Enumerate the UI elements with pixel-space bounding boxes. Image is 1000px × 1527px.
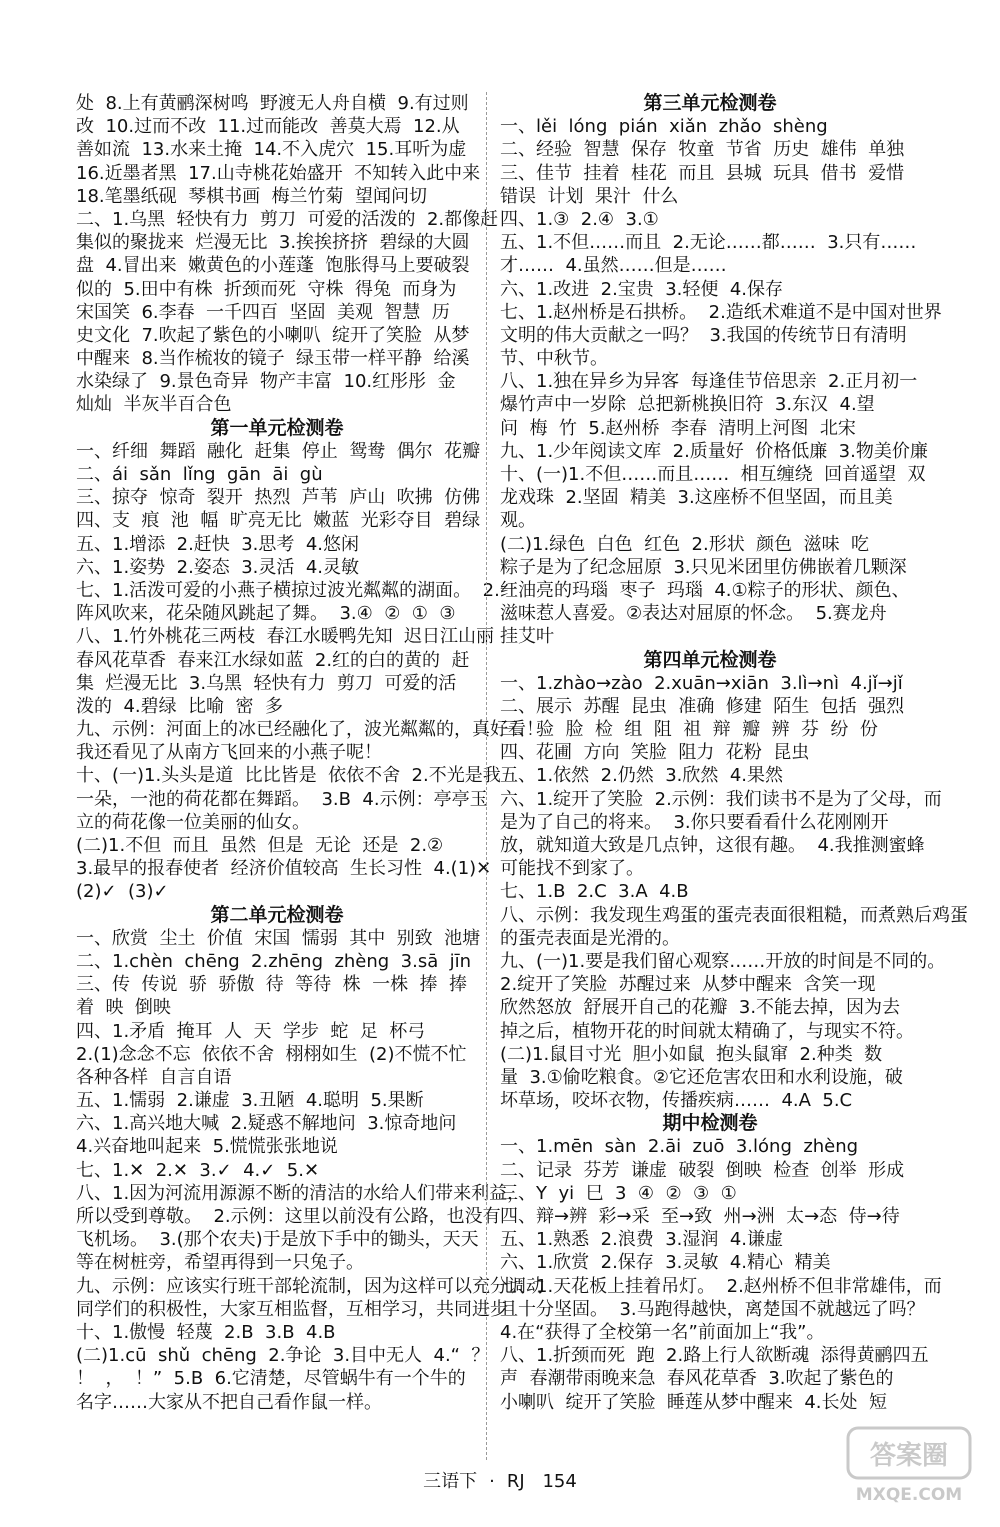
- answer-line: 五、1.不但……而且 2.无论……都…… 3.只有……: [500, 232, 917, 254]
- answer-line: 七、1.赵州桥是石拱桥。 2.造纸术难道不是中国对世界: [500, 301, 942, 323]
- answer-line: 4.兴奋地叫起来 5.慌慌张张地说: [76, 1136, 338, 1158]
- column-divider: [486, 92, 487, 1460]
- answer-line: 史文化 7.吹起了紫色的小喇叭 绽开了笑脸 从梦: [76, 324, 470, 346]
- answer-line: 才…… 4.虽然……但是……: [500, 255, 727, 277]
- answer-line: 八、1.竹外桃花三两枝 春江水暖鸭先知 迟日江山丽: [76, 626, 495, 648]
- answer-line: 四、辩→辨 彩→采 至→致 州→洲 太→态 侍→待: [500, 1206, 900, 1227]
- answer-line: 水染绿了 9.景色奇异 物产丰富 10.红彤彤 金: [76, 371, 456, 393]
- section-heading: 期中检测卷: [662, 1112, 758, 1135]
- footer-label: 三语下: [423, 1471, 478, 1492]
- answer-line: 七、1.活泼可爱的小燕子横掠过波光粼粼的湖面。 2.一: [76, 579, 518, 601]
- answer-line: 是为了自己的将来。 3.你只要看看什么花刚刚开: [500, 811, 889, 833]
- answer-line: 红油亮的玛瑙 枣子 玛瑙 4.①粽子的形状、颜色、: [500, 579, 910, 601]
- answer-line: 五、1.懦弱 2.谦虚 3.丑陋 4.聪明 5.果断: [76, 1090, 424, 1112]
- answer-line: 2.(1)念念不忘 依依不舍 栩栩如生 (2)不慌不忙: [76, 1043, 467, 1065]
- answer-line: 观。: [500, 510, 536, 532]
- answer-line: 一、欣赏 尘土 价值 宋国 懦弱 其中 别致 池塘: [76, 927, 481, 949]
- answer-line: 一、纤细 舞蹈 融化 赶集 停止 鸳鸯 偶尔 花瓣: [76, 440, 481, 462]
- answer-line: (二)1.cū shǔ chēng 2.争论 3.目中无人 4.“ ？: [76, 1345, 490, 1367]
- answer-line: 中醒来 8.当作梳妆的镜子 绿玉带一样平静 给溪: [76, 348, 470, 370]
- answer-line: 六、1.姿势 2.姿态 3.灵活 4.灵敏: [76, 556, 360, 578]
- answer-line: 等在树桩旁，希望再得到一只兔子。: [76, 1252, 364, 1274]
- section-heading: 第四单元检测卷: [643, 648, 777, 671]
- answer-line: 灿灿 半灰半百合色: [76, 394, 232, 416]
- answer-line: 处 8.上有黄鹂深树鸣 野渡无人舟自横 9.有过则: [76, 93, 469, 114]
- answer-line: 四、1.矛盾 掩耳 人 天 学步 蛇 足 杯弓: [76, 1020, 426, 1042]
- answer-line: 泼的 4.碧绿 比喻 密 多: [76, 695, 283, 717]
- answer-line: 3.最早的报春使者 经济价值较高 生长习性 4.(1)✕: [76, 858, 492, 880]
- answer-line: 宋国笑 6.李春 一千四百 坚固 美观 智慧 历: [76, 301, 450, 323]
- answer-line: 改 10.过而不改 11.过而能改 善莫大焉 12.从: [76, 116, 460, 138]
- answer-line: 的蛋壳表面是光滑的。: [500, 927, 680, 949]
- answer-line: 八、1.因为河流用源源不断的清洁的水给人们带来利益，: [76, 1182, 526, 1204]
- answer-line: 欣然怒放 舒展开自己的花瓣 3.不能去掉，因为去: [500, 997, 901, 1019]
- answer-line: 二、经验 智慧 保存 牧童 节省 历史 雄伟 单独: [500, 139, 905, 161]
- answer-line: 春风花草香 春来江水绿如蓝 2.红的白的黄的 赶: [76, 649, 470, 671]
- answer-line: 量 3.①偷吃粮食。②它还危害农田和水利设施，破: [500, 1066, 903, 1088]
- answer-line: 三、掠夺 惊奇 裂开 热烈 芦苇 庐山 吹拂 仿佛: [76, 487, 481, 509]
- answer-line: 各种各样 自言自语: [76, 1066, 232, 1088]
- answer-line: 二、展示 苏醒 昆虫 准确 修建 陌生 包括 强烈: [500, 695, 905, 717]
- answer-line: 三、传 传说 骄 骄傲 待 等待 株 一株 捧 捧: [76, 974, 467, 996]
- answer-line: 七、1.天花板上挂着吊灯。 2.赵州桥不但非常雄伟，而: [500, 1275, 942, 1297]
- section-heading: 第一单元检测卷: [210, 416, 344, 439]
- answer-line: 七、1.B 2.C 3.A 4.B: [500, 881, 689, 903]
- answer-line: 八、1.折颈而死 跑 2.路上行人欲断魂 添得黄鹂四五: [500, 1345, 929, 1367]
- answer-line: 龙戏珠 2.坚固 精美 3.这座桥不但坚固，而且美: [500, 487, 893, 509]
- answer-line: 着 映 倒映: [76, 997, 171, 1019]
- answer-line: 挂艾叶: [500, 626, 554, 648]
- answer-line: 八、示例：我发现生鸡蛋的蛋壳表面很粗糙，而煮熟后鸡蛋: [500, 904, 968, 926]
- answer-line: 似的 5.田中有株 折颈而死 守株 得兔 而身为: [76, 278, 457, 300]
- answer-line: 小喇叭 绽开了笑脸 睡莲从梦中醒来 4.长处 短: [500, 1391, 887, 1413]
- answer-line: (二)1.不但 而且 虽然 但是 无论 还是 2.②: [76, 835, 444, 856]
- answer-line: (二)1.鼠目寸光 胆小如鼠 抱头鼠窜 2.种类 数: [500, 1043, 883, 1065]
- answer-line: 坏草场，咬坏衣物，传播疾病…… 4.A 5.C: [500, 1090, 853, 1112]
- footer-dot: ·: [489, 1471, 495, 1492]
- answer-line: 六、1.改进 2.宝贵 3.轻便 4.保存: [500, 278, 784, 300]
- right-column: [500, 92, 968, 1414]
- answer-line: 4.在“获得了全校第一名”前面加上“我”。: [500, 1321, 825, 1343]
- answer-line: 五、1.熟悉 2.浪费 3.湿润 4.谦虚: [500, 1229, 784, 1251]
- answer-line: 爆竹声中一岁除 总把新桃换旧符 3.东汉 4.望: [500, 394, 875, 416]
- watermark-logo: [844, 1420, 974, 1510]
- answer-line: (2)✓ (3)✓: [76, 881, 169, 903]
- footer-edition: RJ: [506, 1471, 525, 1492]
- answer-line: 七、1.✕ 2.✕ 3.✓ 4.✓ 5.✕: [76, 1159, 320, 1181]
- answer-line: 16.近墨者黑 17.山寺桃花始盛开 不知转入此中来: [76, 162, 481, 184]
- answer-line: 十、(一)1.头头是道 比比皆是 依依不舍 2.不光是我: [76, 765, 501, 787]
- answer-line: 三、佳节 挂着 桂花 而且 县城 玩具 借书 爱惜: [500, 162, 905, 184]
- answer-line: 五、1.增添 2.赶快 3.思考 4.悠闲: [76, 533, 360, 555]
- answer-line: 节、中秋节。: [500, 348, 608, 370]
- answer-line: 飞机场。 3.(那个农夫)于是放下手中的锄头，天天: [76, 1229, 479, 1251]
- answer-line: 集 烂漫无比 3.乌黑 轻快有力 剪刀 可爱的活: [76, 672, 457, 694]
- answer-line: 九、(一)1.要是我们留心观察……开放的时间是不同的。: [500, 950, 946, 972]
- answer-line: 九、1.少年阅读文库 2.质量好 价格低廉 3.物美价廉: [500, 440, 928, 462]
- answer-line: 可能找不到家了。: [500, 858, 644, 880]
- answer-line: 六、1.欣赏 2.保存 3.灵敏 4.精心 精美: [500, 1252, 831, 1274]
- answer-line: 盘 4.冒出来 嫩黄色的小莲蓬 饱胀得马上要破裂: [76, 255, 470, 277]
- section-heading: 第三单元检测卷: [643, 92, 777, 114]
- answer-line: 九、示例：应该实行班干部轮流制，因为这样可以充分调动: [76, 1275, 544, 1297]
- answer-line: 二、ái sǎn lǐng gān āi gù: [76, 464, 323, 485]
- answer-line: 一、lěi lóng pián xiǎn zhǎo shèng: [500, 116, 828, 138]
- answer-line: 四、花圃 方向 笑脸 阻力 花粉 昆虫: [500, 742, 810, 764]
- answer-line: 滋味惹人喜爱。②表达对屈原的怀念。 5.赛龙舟: [500, 603, 887, 625]
- answer-line: 粽子是为了纪念屈原 3.只见米团里仿佛嵌着几颗深: [500, 556, 907, 578]
- page-number: 154: [542, 1471, 577, 1492]
- answer-line: 我还看见了从南方飞回来的小燕子呢！: [76, 742, 382, 764]
- answer-line: 18.笔墨纸砚 琴棋书画 梅兰竹菊 望闻问切: [76, 185, 427, 207]
- answer-line: 放，就知道大致是几点钟，这很有趣。 4.我推测蜜蜂: [500, 835, 925, 856]
- watermark-text-bottom: MXQE.COM: [855, 1485, 963, 1505]
- section-heading: 第二单元检测卷: [210, 903, 344, 926]
- answer-line: 2.绽开了笑脸 苏醒过来 从梦中醒来 含笑一现: [500, 974, 876, 996]
- answer-line: (二)1.绿色 白色 红色 2.形状 颜色 滋味 吃: [500, 533, 870, 555]
- answer-line: 一、1.zhào→zào 2.xuān→xiān 3.lì→nì 4.jǐ→jǐ: [500, 672, 903, 694]
- answer-line: 问 梅 竹 5.赵州桥 李春 清明上河图 北宋: [500, 417, 856, 439]
- answer-line: 二、1.乌黑 轻快有力 剪刀 可爱的活泼的 2.都像赶: [76, 208, 499, 230]
- answer-line: 名字……大家从不把自己看作鼠一样。: [76, 1391, 382, 1413]
- answer-line: 掉之后，植物开花的时间就太精确了，与现实不符。: [500, 1020, 914, 1042]
- answer-line: 所以受到尊敬。 2.示例：这里以前没有公路，也没有: [76, 1206, 501, 1227]
- answer-line: 四、1.③ 2.④ 3.①: [500, 208, 659, 230]
- answer-line: 二、记录 芬芳 谦虚 破裂 倒映 检查 创举 形成: [500, 1159, 905, 1181]
- answer-line: 二、1.chèn chēng 2.zhēng zhèng 3.sā jīn: [76, 950, 472, 972]
- answer-line: 六、1.高兴地大喊 2.疑惑不解地问 3.惊奇地问: [76, 1113, 457, 1135]
- answer-line: ！ ， ！” 5.B 6.它清楚，尽管蜗牛有一个牛的: [76, 1368, 466, 1390]
- watermark-text-top: 答案圈: [869, 1441, 949, 1471]
- answer-line: 四、支 痕 池 幅 旷亮无比 嫩蓝 光彩夺目 碧绿: [76, 510, 481, 532]
- answer-line: 一、1.mēn sàn 2.āi zuō 3.lóng zhèng: [500, 1136, 859, 1158]
- answer-line: 错误 计划 果汁 什么: [500, 185, 679, 207]
- answer-line: 十、1.傲慢 轻蔑 2.B 3.B 4.B: [76, 1321, 336, 1343]
- answer-line: 六、1.绽开了笑脸 2.示例：我们读书不是为了父母，而: [500, 788, 942, 810]
- answer-line: 八、1.独在异乡为异客 每逢佳节倍思亲 2.正月初一: [500, 371, 918, 393]
- answer-line: 善如流 13.水来土掩 14.不入虎穴 15.耳听为虚: [76, 139, 467, 161]
- answer-line: 立的荷花像一位美丽的仙女。: [76, 811, 310, 833]
- answer-line: 三、Y yi 巳 3 ④ ② ③ ①: [500, 1182, 737, 1204]
- answer-line: 集似的聚拢来 烂漫无比 3.挨挨挤挤 碧绿的大圆: [76, 232, 470, 254]
- answer-line: 一朵，一池的荷花都在舞蹈。 3.B 4.示例：亭亭玉: [76, 788, 488, 810]
- answer-line: 三、验 脸 检 组 阻 祖 辩 瓣 辨 芬 纷 份: [500, 719, 878, 741]
- answer-line: 九、示例：河面上的冰已经融化了，波光粼粼的，真好看！: [76, 719, 544, 741]
- answer-line: 声 春潮带雨晚来急 春风花草香 3.吹起了紫色的: [500, 1368, 894, 1390]
- answer-line: 十、(一)1.不但……而且…… 相互缠绕 回首遥望 双: [500, 464, 926, 485]
- answer-line: 阵风吹来，花朵随风跳起了舞。 3.④ ② ① ③: [76, 603, 456, 625]
- answer-line: 五、1.依然 2.仍然 3.欣然 4.果然: [500, 765, 784, 787]
- answer-line: 同学们的积极性，大家互相监督，互相学习，共同进步: [76, 1298, 508, 1320]
- answer-line: 文明的伟大贡献之一吗？ 3.我国的传统节日有清明: [500, 324, 907, 346]
- answer-line: 且十分坚固。 3.马跑得越快，离楚国不就越远了吗？: [500, 1298, 925, 1320]
